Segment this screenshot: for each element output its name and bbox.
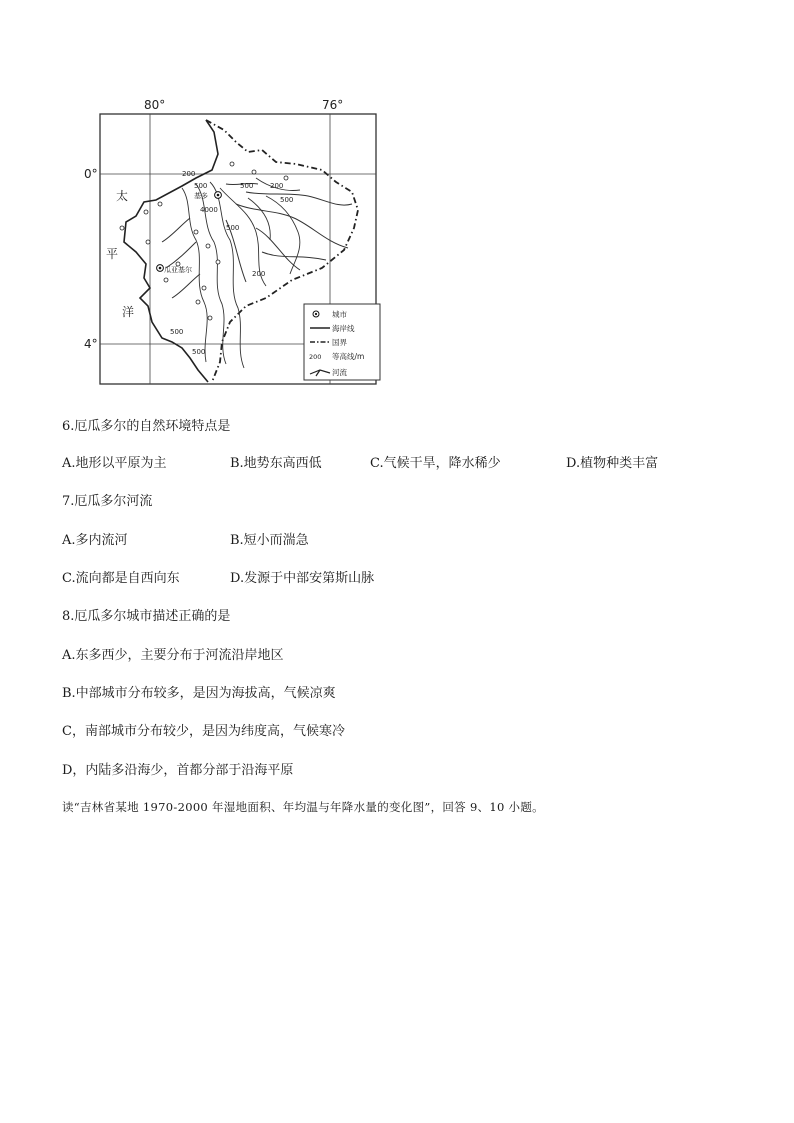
contour-label: 200 [182, 170, 196, 178]
city-marker-guayaquil [157, 265, 192, 274]
question-7-option-c[interactable]: C.流向都是自西向东 [62, 571, 180, 586]
question-7-option-b[interactable]: B.短小而湍急 [230, 533, 309, 548]
question-7-option-d[interactable]: D.发源于中部安第斯山脉 [230, 571, 375, 586]
ecuador-map [86, 92, 406, 400]
contour-label: 500 [226, 224, 240, 232]
question-6-option-a[interactable]: A.地形以平原为主 [62, 456, 167, 471]
contour-label: 500 [170, 328, 184, 336]
question-8-option-c[interactable]: C，南部城市分布较少，是因为纬度高，气候寒冷 [62, 724, 345, 739]
ocean-label-char: 平 [106, 247, 119, 261]
question-8-option-a[interactable]: A.东多西少，主要分布于河流沿岸地区 [62, 648, 284, 663]
question-6-option-b[interactable]: B.地势东高西低 [230, 456, 322, 471]
instruction-questions-9-10: 读“吉林省某地 1970-2000 年湿地面积、年均温与年降水量的变化图”，回答 9、10 小题。 [62, 800, 544, 814]
question-8-option-b[interactable]: B.中部城市分布较多，是因为海拔高，气候凉爽 [62, 686, 336, 701]
question-8-stem: 8.厄瓜多尔城市描述正确的是 [62, 609, 231, 624]
legend-coastline: 海岸线 [332, 324, 355, 333]
question-7-option-a[interactable]: A.多内流河 [62, 533, 128, 548]
map-legend [304, 304, 380, 380]
question-6-option-c[interactable]: C.气候干旱，降水稀少 [370, 456, 501, 471]
question-7-stem: 7.厄瓜多尔河流 [62, 494, 153, 509]
contour-label: 4000 [200, 206, 218, 214]
contour-label: 500 [280, 196, 294, 204]
lon-label-76: 76° [322, 98, 344, 112]
lon-label-80: 80° [144, 98, 166, 112]
city-marker-quito [194, 191, 221, 200]
lat-label-4: 4° [84, 337, 98, 351]
coastline [124, 120, 218, 382]
legend-border: 国界 [332, 338, 347, 347]
contour-label: 200 [252, 270, 266, 278]
contour-label: 500 [194, 182, 208, 190]
rivers [162, 183, 352, 298]
legend-contour: 等高线/m [332, 352, 365, 361]
contour-label: 500 [192, 348, 206, 356]
question-8-option-d[interactable]: D，内陆多沿海少，首都分部于沿海平原 [62, 763, 294, 778]
contour-label: 500 [240, 182, 254, 190]
legend-contour-value: 200 [309, 353, 322, 361]
city-label-guayaquil: 瓜亚基尔 [164, 266, 192, 274]
question-6-option-d[interactable]: D.植物种类丰富 [566, 456, 659, 471]
ocean-label-char: 太 [116, 189, 129, 203]
city-label-quito: 基多 [194, 192, 208, 200]
ocean-label-char: 洋 [122, 305, 135, 319]
lat-label-0: 0° [84, 167, 98, 181]
question-6-stem: 6.厄瓜多尔的自然环境特点是 [62, 419, 231, 434]
legend-city: 城市 [332, 310, 347, 319]
legend-river: 河流 [332, 368, 347, 377]
contour-label: 200 [270, 182, 284, 190]
